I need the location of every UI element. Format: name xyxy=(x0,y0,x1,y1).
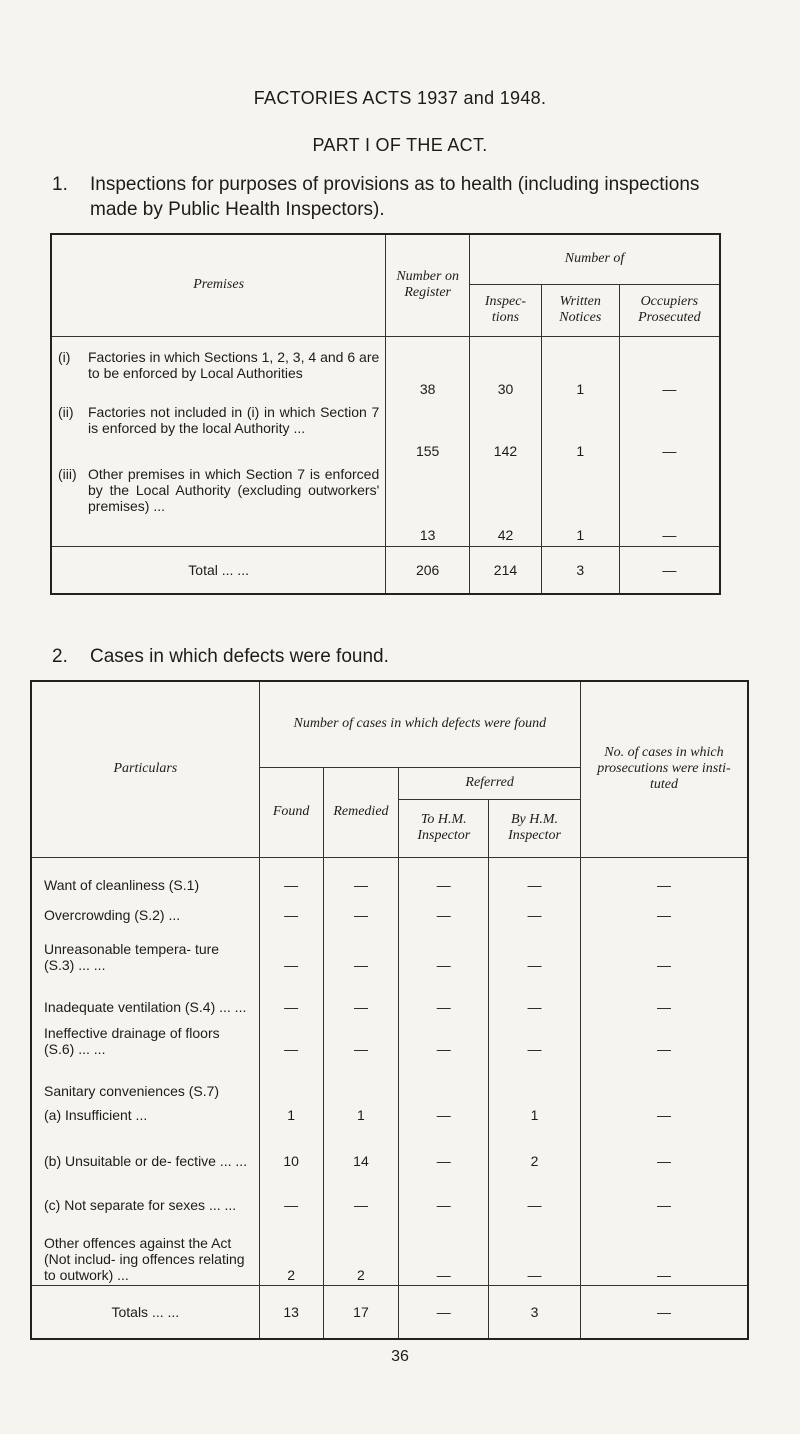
number-of-cases-header: Number of cases in which defects were found xyxy=(259,681,580,767)
found-cell: 2 xyxy=(259,1215,323,1285)
inspections-cell: 42 xyxy=(470,462,542,546)
total-remedied: 17 xyxy=(323,1285,399,1339)
totals-row xyxy=(31,1285,748,1339)
found-cell: — xyxy=(259,857,323,895)
remedied-cell: — xyxy=(323,1017,399,1059)
premises-header: Premises xyxy=(51,234,386,336)
by-hm-cell: — xyxy=(489,925,581,975)
found-cell: 1 xyxy=(259,1101,323,1125)
prosecutions-cell: — xyxy=(580,1101,748,1125)
prosecutions-cell: — xyxy=(580,895,748,925)
inspections-header: Inspec- tions xyxy=(470,284,542,336)
remedied-header: Remedied xyxy=(323,767,399,857)
section-2-heading: Cases in which defects were found. xyxy=(90,646,389,667)
document-title: FACTORIES ACTS 1937 and 1948. xyxy=(253,88,547,108)
particulars-header: Particulars xyxy=(31,681,259,857)
table-row xyxy=(51,336,720,400)
prosecuted-cell: — xyxy=(619,400,720,462)
found-cell: — xyxy=(259,975,323,1017)
prosecutions-cell: — xyxy=(580,1125,748,1171)
prosecuted-cell: — xyxy=(619,336,720,400)
remedied-cell: — xyxy=(323,975,399,1017)
row-description: (a) Insufficient ... xyxy=(44,1107,148,1123)
notices-cell: 1 xyxy=(541,336,619,400)
total-notices: 3 xyxy=(541,546,619,594)
table-row xyxy=(31,1215,748,1285)
notices-cell: 1 xyxy=(541,462,619,546)
by-hm-cell: 2 xyxy=(489,1125,581,1171)
to-hm-cell xyxy=(399,1059,489,1101)
remedied-cell xyxy=(323,1059,399,1101)
number-on-register-header: Number on Register xyxy=(386,234,470,336)
total-by-hm: 3 xyxy=(489,1285,581,1339)
row-number: (i) xyxy=(58,348,71,365)
table-row xyxy=(31,975,748,1017)
total-to-hm: — xyxy=(399,1285,489,1339)
to-hm-inspector-header: To H.M. Inspector xyxy=(399,799,489,857)
inspections-cell: 30 xyxy=(470,336,542,400)
to-hm-cell: — xyxy=(399,895,489,925)
row-number: (ii) xyxy=(58,404,74,420)
total-row xyxy=(51,546,720,594)
row-description: (c) Not separate for sexes ... ... xyxy=(44,1197,237,1213)
row-description: Inadequate ventilation (S.4) ... ... xyxy=(44,999,247,1015)
remedied-cell: — xyxy=(323,925,399,975)
table-row xyxy=(31,1059,748,1101)
by-hm-cell xyxy=(489,1059,581,1101)
by-hm-cell: — xyxy=(489,1017,581,1059)
by-hm-inspector-header: By H.M. Inspector xyxy=(489,799,581,857)
prosecutions-header: No. of cases in which prosecutions were insti- tuted xyxy=(580,681,748,857)
referred-header: Referred xyxy=(399,767,581,799)
table-row xyxy=(51,400,720,462)
table-row xyxy=(31,1017,748,1059)
table-row xyxy=(31,1101,748,1125)
by-hm-cell: — xyxy=(489,895,581,925)
found-cell: — xyxy=(259,1017,323,1059)
notices-cell: 1 xyxy=(541,400,619,462)
register-cell: 13 xyxy=(386,462,470,546)
found-cell: 10 xyxy=(259,1125,323,1171)
remedied-cell: — xyxy=(323,895,399,925)
by-hm-cell: — xyxy=(489,1171,581,1215)
table-row xyxy=(31,895,748,925)
found-cell: — xyxy=(259,925,323,975)
prosecuted-cell: — xyxy=(619,462,720,546)
remedied-cell: — xyxy=(323,857,399,895)
found-header: Found xyxy=(259,767,323,857)
prosecutions-cell: — xyxy=(580,857,748,895)
inspections-table xyxy=(50,233,721,595)
to-hm-cell: — xyxy=(399,1101,489,1125)
by-hm-cell: — xyxy=(489,1215,581,1285)
row-number: (iii) xyxy=(58,466,77,482)
to-hm-cell: — xyxy=(399,1171,489,1215)
table-row xyxy=(31,1125,748,1171)
document-subtitle: PART I OF THE ACT. xyxy=(312,135,488,155)
remedied-cell: 1 xyxy=(323,1101,399,1125)
total-inspections: 214 xyxy=(470,546,542,594)
remedied-cell: 2 xyxy=(323,1215,399,1285)
to-hm-cell: — xyxy=(399,1125,489,1171)
occupiers-prosecuted-header: Occupiers Prosecuted xyxy=(619,284,720,336)
prosecutions-cell xyxy=(580,1059,748,1101)
row-description: Sanitary conveniences (S.7) xyxy=(44,1083,220,1099)
register-cell: 38 xyxy=(386,336,470,400)
prosecutions-cell: — xyxy=(580,1017,748,1059)
row-description: Other premises in which Section 7 is enforced by the Local Authority (excluding outworkers' premises) ... xyxy=(88,466,380,514)
total-register: 206 xyxy=(386,546,470,594)
by-hm-cell: 1 xyxy=(489,1101,581,1125)
to-hm-cell: — xyxy=(399,925,489,975)
to-hm-cell: — xyxy=(399,1017,489,1059)
found-cell xyxy=(259,1059,323,1101)
table-row xyxy=(31,925,748,975)
found-cell: — xyxy=(259,1171,323,1215)
prosecutions-cell: — xyxy=(580,1215,748,1285)
total-prosecuted: — xyxy=(619,546,720,594)
register-cell: 155 xyxy=(386,400,470,462)
table-row xyxy=(51,462,720,546)
to-hm-cell: — xyxy=(399,1215,489,1285)
total-label: Total ... ... xyxy=(51,546,386,594)
total-found: 13 xyxy=(259,1285,323,1339)
page-number: 36 xyxy=(391,1348,409,1365)
row-description: (b) Unsuitable or de- fective ... ... xyxy=(44,1153,248,1169)
row-description: Other offences against the Act (Not includ- ing offences relating to outwork) ... xyxy=(44,1234,245,1283)
by-hm-cell: — xyxy=(489,975,581,1017)
written-notices-header: Written Notices xyxy=(541,284,619,336)
prosecutions-cell: — xyxy=(580,975,748,1017)
table-row xyxy=(31,857,748,895)
row-description: Ineffective drainage of floors (S.6) ... ... xyxy=(44,1025,220,1057)
inspections-cell: 142 xyxy=(470,400,542,462)
row-description: Want of cleanliness (S.1) xyxy=(44,877,200,893)
by-hm-cell: — xyxy=(489,857,581,895)
remedied-cell: 14 xyxy=(323,1125,399,1171)
prosecutions-cell: — xyxy=(580,1171,748,1215)
defects-table xyxy=(30,680,749,1340)
number-of-header: Number of xyxy=(470,234,720,284)
found-cell: — xyxy=(259,895,323,925)
row-description: Overcrowding (S.2) ... xyxy=(44,907,181,923)
total-prosecutions: — xyxy=(580,1285,748,1339)
totals-label: Totals ... ... xyxy=(31,1285,259,1339)
to-hm-cell: — xyxy=(399,857,489,895)
table-row xyxy=(31,1171,748,1215)
prosecutions-cell: — xyxy=(580,925,748,975)
remedied-cell: — xyxy=(323,1171,399,1215)
row-description: Factories not included in (i) in which Section 7 is enforced by the local Authority ... xyxy=(88,404,380,436)
section-2-number: 2. xyxy=(52,646,68,667)
row-description: Unreasonable tempera- ture (S.3) ... ... xyxy=(44,941,220,973)
row-description: Factories in which Sections 1, 2, 3, 4 and 6 are to be enforced by Local Authorities xyxy=(88,348,380,381)
to-hm-cell: — xyxy=(399,975,489,1017)
section-1-heading: Inspections for purposes of provisions as to health (including inspections made by Public Health Inspectors). xyxy=(90,174,700,220)
section-1-number: 1. xyxy=(52,174,68,195)
